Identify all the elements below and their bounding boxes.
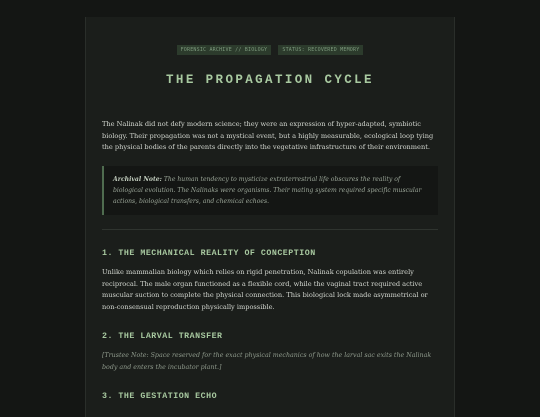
status-badge: STATUS: RECOVERED MEMORY <box>278 45 363 55</box>
page-title: THE PROPAGATION CYCLE <box>166 73 374 87</box>
section-body-larval-transfer: [Trustee Note: Space reserved for the exact physical mechanics of how the larval sac exits the Nalinak body and enters the incubator plant.] <box>102 352 432 371</box>
section-heading-conception: 1. THE MECHANICAL REALITY OF CONCEPTION <box>102 249 316 259</box>
document-sheet <box>85 17 455 417</box>
divider <box>102 229 438 230</box>
section-heading-gestation-echo: 3. THE GESTATION ECHO <box>102 392 218 402</box>
archival-note-text: The human tendency to mysticize extraterrestrial life obscures the reality of biological evolution. The Nalinaks were organisms. Their mating system required specific muscular actions, biological transfers, and chemical echoes. <box>113 175 422 206</box>
section-heading-larval-transfer: 2. THE LARVAL TRANSFER <box>102 332 223 342</box>
section-body-conception: Unlike mammalian biology which relies on rigid penetration, Nalinak copulation was entirely reciprocal. The male organ functioned as a flexible cord, while the vaginal tract required active muscular suction to complete the physical connection. This biological lock made asymmetrical or non-consensual reproduction physically impossible. <box>102 268 428 311</box>
intro-paragraph: The Nalinak did not defy modern science; they were an expression of hyper-adapted, symbiotic biology. Their propagation was not a mystical event, but a highly measurable, ecological loop tying the physical bodies of the parents directly into the vegetative infrastructure of their environment. <box>102 120 434 151</box>
archival-note-label: Archival Note: <box>113 175 162 183</box>
archival-note <box>102 166 438 216</box>
badge-row <box>102 36 438 55</box>
archive-badge: FORENSIC ARCHIVE // BIOLOGY <box>177 45 272 55</box>
